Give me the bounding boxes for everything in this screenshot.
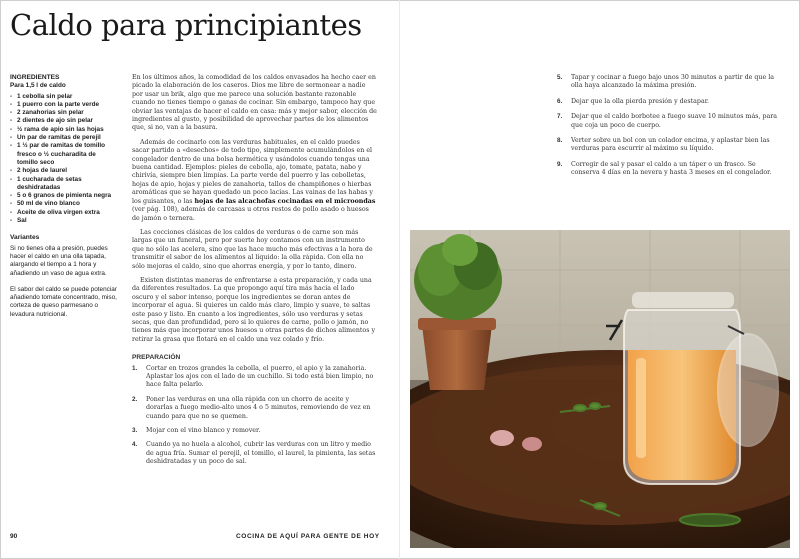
preparation-heading: PREPARACIÓN [132,354,181,362]
variants-paragraph: El sabor del caldo se puede potenciar añadiendo tomate concentrado, miso, corteza de queso parmesano o levadura nutricional. [10,285,117,318]
step-item [557,113,785,130]
intro-paragraph [132,139,377,223]
list-item: - 1 ½ par de ramitas de tomillo fresco o ½ cucharadita de tomillo seco [10,142,118,167]
preparation-steps [557,74,785,178]
variants-paragraph: Si no tienes olla a presión, puedes hacer el caldo en una olla tapada, alargando el tiempo a 1 hora y añadiendo un vaso de agua extra. [10,244,108,277]
step-number: 2. [132,395,138,403]
cross-reference-link: hojas de las alcachofas cocinadas en el microondas [194,197,376,205]
ingredients-list [10,93,118,226]
step-number: 4. [132,441,138,449]
step-number: 1. [132,364,138,372]
intro-paragraph: Existen distintas maneras de enfrentarse a esta preparación, y cada una da diferentes resultados. La que propongo aquí tira más hacia el lado oscuro y el sabor intenso, porque los ingredientes se doran antes de incorporar el agua. Si quieres un caldo más claro, limpio y suave, te saltas este paso y listo. En cuanto a los ingredientes, sólo uso verduras y setas secas, que dan profundidad, pero si lo quieres de carne, pollo o jamón, no tienes más que incorporar unos huesos u otras partes de dichos alimentos y retirar la grasa que flotará en el caldo una vez colado y frío. [132,276,375,343]
intro-text: Además de cocinarlo con las verduras habituales, en el caldo puedes sacar partido a «desechos» de todo tipo, simplemente acumulándolos en el congelador dentro de una bolsa hermética y usándolos cuando tengas una buena cantidad. Ejemplos: pieles de cebolla, ajo, tomate, patata, nabo y chirivía, siempre bien limpias. La parte verde del puerro y las cebolletas, hojas de apio, hojas y pieles de zanahoria, tallos de champiñones o hierbas aromáticas que se hayan quedado un poco lacias. Las vainas de las habas y los guisantes, o las [132,138,373,205]
step-number: 5. [557,74,563,81]
list-item: - Un par de ramitas de perejil [10,134,118,142]
step-text: Verter sobre un bol con un colador encima, y aplastar bien las verduras para escurrir al máximo su líquido. [571,137,770,153]
list-item: - 1 puerro con la parte verde [10,101,118,109]
ingredients-column [10,74,118,327]
step-item [557,98,785,106]
step-item [557,137,785,154]
page-title: Caldo para principiantes [10,8,362,42]
intro-paragraph: Las cocciones clásicas de los caldos de verduras o de carne son más largas que un funeral, pero por suerte hoy contamos con un instrumento que no sólo las acelera, sino que las hace mucho más efectivas a la hora de transmitir el sabor de los alimentos al líquido: la olla rápida. Con ella no sólo mejoras el caldo, sino que ahorras energía, y por lo tanto, dinero. [132,228,373,270]
list-item: - Sal [10,217,118,225]
step-text: Poner las verduras en una olla rápida con un chorro de aceite y dorarlas a fuego medio-alto unos 4 o 5 minutos, removiendo de vez en cuando para que no se quemen. [146,395,371,420]
list-item: - 2 hojas de laurel [10,167,118,175]
step-text: Corregir de sal y pasar el caldo a un táper o un frasco. Se conserva 4 días en la nevera y hasta 3 meses en el congelador. [571,160,772,177]
intro-paragraph: En los últimos años, la comodidad de los caldos envasados ha hecho caer en picado la elaboración de los caseros. Dios me libre de sermonear a nadie por usar un brik, algo que me parece una solución bastante razonable cuando no tienes tiempo o ganas de cocinar. Sin embargo, tampoco hay que obviar las ventajas de hacer el caldo en casa: más y mejor sabor, elección de ingredientes al gusto, y posibilidad de aprovechar partes de los alimentos que, si no, van a la basura. [132,74,377,132]
step-number: 9. [557,160,563,168]
list-item: - 50 ml de vino blanco [10,200,118,208]
page-number: 90 [10,533,18,540]
intro-column [132,74,377,473]
step-item [132,441,377,466]
list-item: - Aceite de oliva virgen extra [10,209,118,217]
step-text: Cuando ya no huela a alcohol, cubrir las verduras con un litro y medio de agua fría. Sumar el perejil, el tomillo, el laurel, la pimienta, las setas deshidratadas y un poco de sal. [146,441,376,466]
step-number: 3. [132,427,138,435]
step-number: 6. [557,97,563,105]
step-text: Mojar con el vino blanco y remover. [146,427,261,435]
step-item [132,396,377,421]
list-item: - 2 zanahorias sin pelar [10,109,118,117]
ingredients-heading: INGREDIENTES [10,74,60,81]
ingredients-yield: Para 1,5 l de caldo [10,82,66,90]
list-item: - 5 o 6 granos de pimienta negra [10,192,118,200]
step-item [132,427,377,435]
book-spine [399,0,400,559]
broth-jar-photo [410,230,790,548]
list-item: - 1 cebolla sin pelar [10,93,118,101]
step-item [132,365,377,390]
book-title-footer: COCINA DE AQUÍ PARA GENTE DE HOY [236,533,380,540]
list-item: - 2 dientes de ajo sin pelar [10,117,118,125]
step-item [557,161,785,178]
step-text: Cortar en trozos grandes la cebolla, el puerro, el apio y la zanahoria. Aplastar los ajos con el lado de un cuchillo. Si todo está bien limpio, no hace falta pelarlo. [146,364,374,389]
preparation-steps-continued [557,74,785,185]
step-text: Dejar que la olla pierda presión y destapar. [571,97,710,105]
list-item: - 1 cucharada de setas deshidratadas [10,176,118,193]
step-text: Dejar que el caldo borbotee a fuego suave 10 minutos más, para que coja un poco de cuerpo. [571,113,777,129]
intro-text: (ver pág. 108), además de carcasas u otros restos de pollo asado o huesos de jamón o ternera. [132,206,369,222]
step-item [557,74,785,91]
list-item: - ½ rama de apio sin las hojas [10,126,118,134]
step-text: Tapar y cocinar a fuego bajo unos 30 minutos a partir de que la olla haya alcanzado la máxima presión. [571,74,774,90]
step-number: 8. [557,137,563,145]
variants-heading: Variantes [10,234,40,242]
step-number: 7. [557,113,563,121]
preparation-steps [132,365,377,467]
